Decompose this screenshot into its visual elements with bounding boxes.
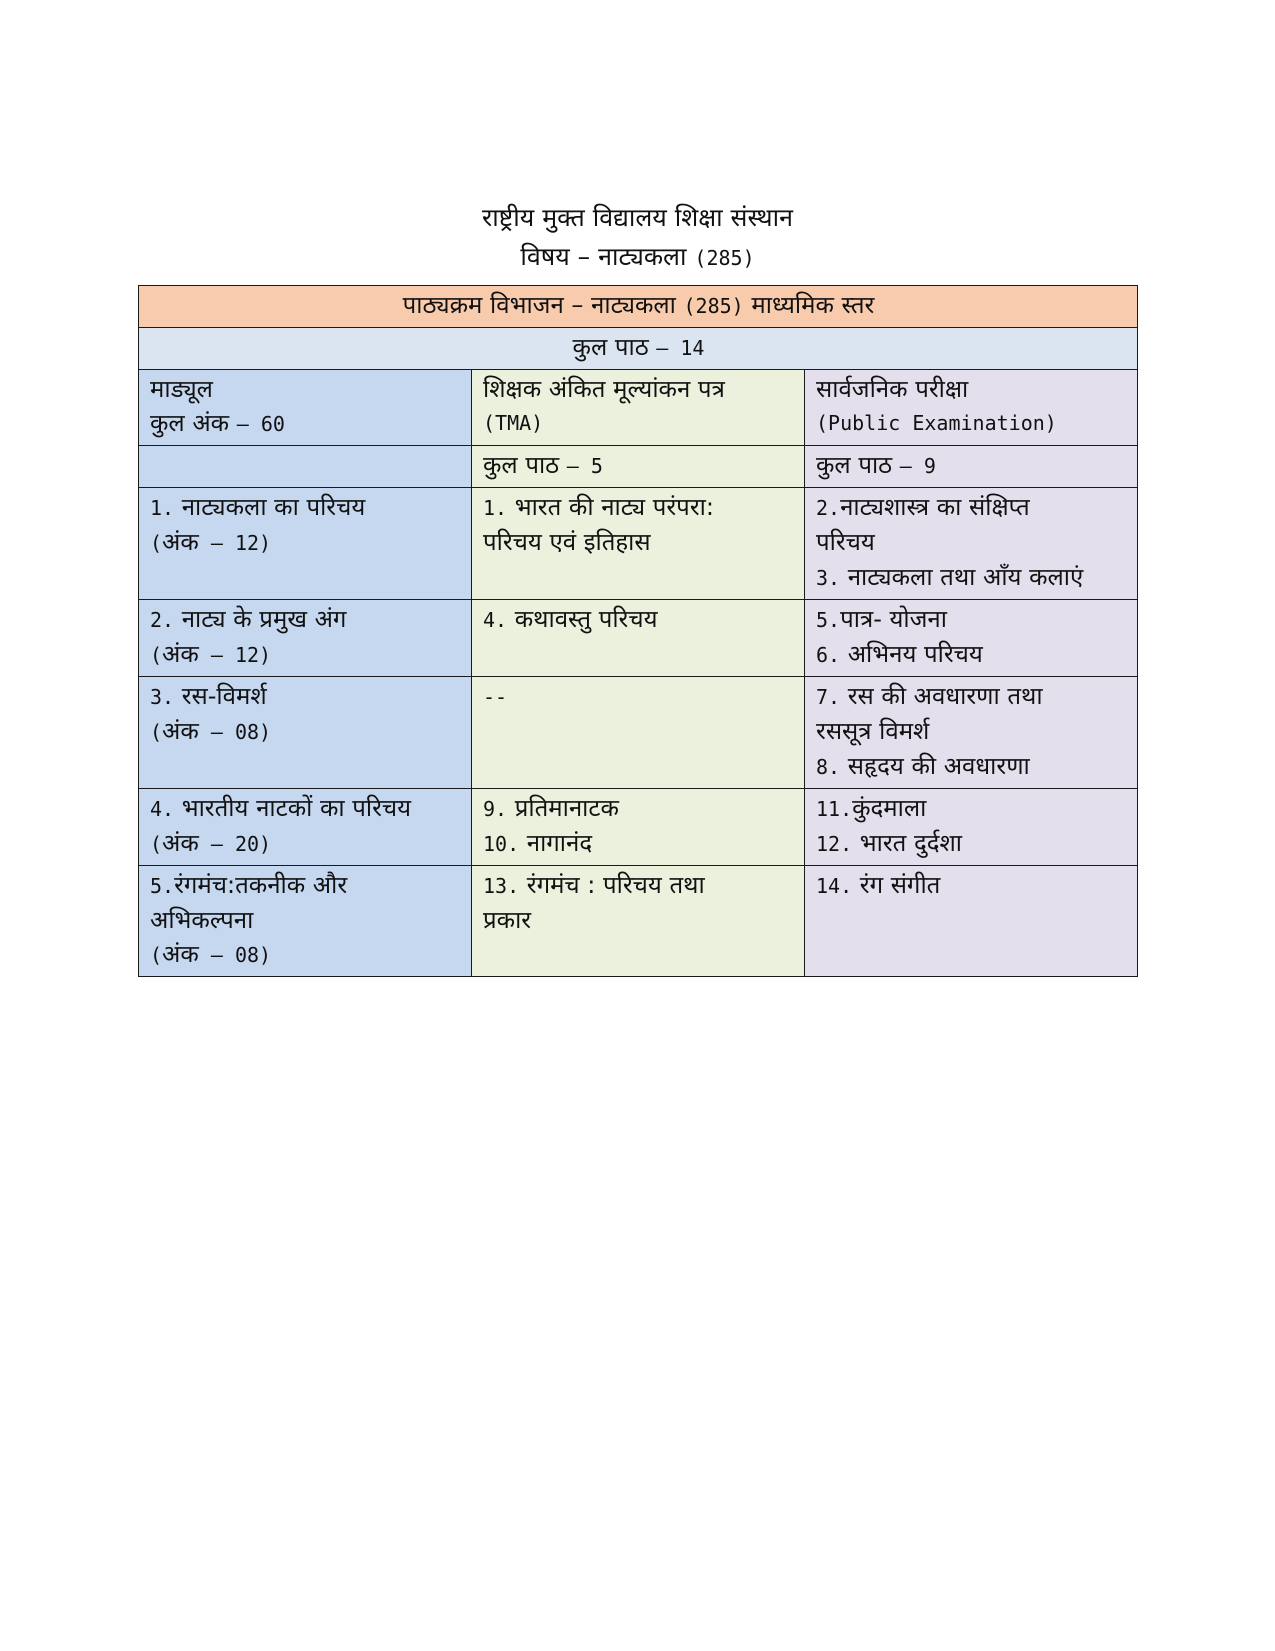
lesson-title: परिचय एवं इतिहास bbox=[483, 528, 651, 556]
public-cell bbox=[805, 866, 1138, 977]
page-subtitle bbox=[0, 239, 1275, 276]
module-name-line bbox=[150, 679, 461, 714]
module-row bbox=[139, 488, 1138, 600]
module-cell bbox=[139, 488, 472, 600]
module-marks-open: ( bbox=[150, 832, 163, 856]
module-number: 3. bbox=[150, 685, 175, 709]
module-marks-value: – 08) bbox=[198, 943, 272, 967]
tma-count-value: – 5 bbox=[566, 454, 603, 478]
lesson-line bbox=[816, 868, 1127, 903]
module-marks bbox=[150, 714, 461, 749]
public-cell bbox=[805, 677, 1138, 789]
lesson-number: 12. bbox=[816, 832, 853, 856]
module-number: 5. bbox=[150, 874, 175, 898]
module-marks-open: ( bbox=[150, 643, 163, 667]
lesson-line bbox=[483, 602, 794, 637]
module-row bbox=[139, 866, 1138, 977]
module-marks bbox=[150, 826, 461, 861]
lesson-number: 5. bbox=[816, 608, 841, 632]
lesson-line bbox=[483, 525, 794, 560]
module-name-line bbox=[150, 490, 461, 525]
lesson-number: 10. bbox=[483, 832, 520, 856]
lesson-number: 1. bbox=[483, 496, 508, 520]
lesson-line bbox=[816, 714, 1127, 749]
public-subtitle: (Public Examination) bbox=[816, 411, 1057, 435]
module-cell bbox=[139, 600, 472, 677]
tma-cell bbox=[472, 600, 805, 677]
module-name: रंगमंच:तकनीक और bbox=[174, 871, 348, 899]
lesson-number: 2. bbox=[816, 496, 841, 520]
module-marks-value: – 12) bbox=[198, 643, 272, 667]
tma-cell bbox=[472, 677, 805, 789]
lesson-line bbox=[483, 679, 794, 714]
lesson-title: नाट्यकला तथा आँय कलाएं bbox=[840, 563, 1084, 591]
lesson-title: रंगमंच : परिचय तथा bbox=[519, 871, 705, 899]
lesson-number: -- bbox=[483, 685, 508, 709]
module-marks-label: अंक bbox=[162, 829, 199, 857]
lesson-title: पात्र- योजना bbox=[840, 605, 947, 633]
public-cell bbox=[805, 600, 1138, 677]
module-name-cont: अभिकल्पना bbox=[150, 906, 254, 934]
module-rows bbox=[139, 488, 1138, 977]
lesson-line bbox=[816, 560, 1127, 595]
module-cell bbox=[139, 866, 472, 977]
banner-row bbox=[139, 286, 1138, 328]
banner-suffix: माध्यमिक स्तर bbox=[751, 291, 875, 319]
module-marks-open: ( bbox=[150, 531, 163, 555]
banner-prefix: पाठ्यक्रम विभाजन – नाट्यकला bbox=[402, 291, 676, 319]
tma-lesson-count bbox=[472, 446, 805, 488]
module-row bbox=[139, 677, 1138, 789]
banner-cell bbox=[139, 286, 1138, 328]
module-number: 2. bbox=[150, 608, 175, 632]
subject-label: विषय – नाट्यकला bbox=[520, 242, 687, 271]
module-marks-open: ( bbox=[150, 720, 163, 744]
lesson-line bbox=[483, 826, 794, 861]
module-name-line bbox=[150, 791, 461, 826]
lesson-title: रंग संगीत bbox=[852, 871, 941, 899]
module-title: माड्यूल bbox=[150, 375, 213, 403]
module-number: 4. bbox=[150, 797, 175, 821]
total-lessons-row bbox=[139, 328, 1138, 370]
public-cell bbox=[805, 789, 1138, 866]
total-lessons-cell bbox=[139, 328, 1138, 370]
lesson-title: सहृदय की अवधारणा bbox=[840, 752, 1030, 780]
tma-subtitle: (TMA) bbox=[483, 411, 544, 435]
tma-cell bbox=[472, 488, 805, 600]
lesson-title: परिचय bbox=[816, 528, 875, 556]
module-marks-label: अंक bbox=[162, 528, 199, 556]
module-marks-label: अंक bbox=[162, 640, 199, 668]
lesson-number: 4. bbox=[483, 608, 508, 632]
module-marks-label: अंक bbox=[162, 940, 199, 968]
module-marks bbox=[150, 937, 461, 972]
lesson-title: कुंदमाला bbox=[852, 794, 927, 822]
lesson-line bbox=[816, 749, 1127, 784]
lesson-line bbox=[483, 490, 794, 525]
lesson-title: रस की अवधारणा तथा bbox=[840, 682, 1043, 710]
public-lesson-count bbox=[805, 446, 1138, 488]
module-marks-label: अंक bbox=[162, 717, 199, 745]
lesson-title: भारत की नाट्य परंपरा: bbox=[507, 493, 714, 521]
module-marks-value: – 20) bbox=[198, 832, 272, 856]
module-number: 1. bbox=[150, 496, 175, 520]
tma-title: शिक्षक अंकित मूल्यांकन पत्र bbox=[483, 375, 725, 403]
tma-column-header bbox=[472, 370, 805, 446]
lesson-title: नागानंद bbox=[519, 829, 593, 857]
module-marks-value: – 08) bbox=[198, 720, 272, 744]
lesson-title: नाट्यशास्त्र का संक्षिप्त bbox=[840, 493, 1030, 521]
module-name: भारतीय नाटकों का परिचय bbox=[174, 794, 412, 822]
public-cell bbox=[805, 488, 1138, 600]
tma-cell bbox=[472, 866, 805, 977]
lesson-title: भारत दुर्दशा bbox=[852, 829, 962, 857]
module-name-line bbox=[150, 868, 461, 903]
lesson-line bbox=[816, 791, 1127, 826]
lesson-line bbox=[816, 637, 1127, 672]
lesson-title: अभिनय परिचय bbox=[840, 640, 983, 668]
module-total-marks bbox=[150, 406, 461, 441]
module-marks bbox=[150, 525, 461, 560]
lesson-number: 3. bbox=[816, 566, 841, 590]
lesson-line bbox=[816, 602, 1127, 637]
lesson-title: रससूत्र विमर्श bbox=[816, 717, 930, 745]
lesson-number: 7. bbox=[816, 685, 841, 709]
lesson-number: 13. bbox=[483, 874, 520, 898]
lesson-line bbox=[816, 826, 1127, 861]
module-marks-value: – 12) bbox=[198, 531, 272, 555]
lesson-line bbox=[816, 679, 1127, 714]
page-title: राष्ट्रीय मुक्त विद्यालय शिक्षा संस्थान bbox=[481, 203, 794, 232]
total-lessons-label: कुल पाठ bbox=[572, 333, 649, 361]
lesson-line bbox=[483, 868, 794, 903]
module-column-header bbox=[139, 370, 472, 446]
public-count-value: – 9 bbox=[899, 454, 936, 478]
lesson-number: 14. bbox=[816, 874, 853, 898]
public-column-header bbox=[805, 370, 1138, 446]
lesson-number: 9. bbox=[483, 797, 508, 821]
module-marks-label: कुल अंक bbox=[150, 409, 230, 437]
lesson-number: 11. bbox=[816, 797, 853, 821]
public-count-label: कुल पाठ bbox=[816, 451, 893, 479]
lesson-line bbox=[483, 791, 794, 826]
module-marks-value: – 60 bbox=[236, 412, 285, 436]
lesson-count-empty-cell bbox=[139, 446, 472, 488]
module-row bbox=[139, 600, 1138, 677]
column-header-row bbox=[139, 370, 1138, 446]
tma-cell bbox=[472, 789, 805, 866]
banner-code: (285) bbox=[683, 294, 744, 318]
lesson-title: कथावस्तु परिचय bbox=[507, 605, 658, 633]
lesson-line bbox=[483, 903, 794, 938]
module-name-line bbox=[150, 602, 461, 637]
module-row bbox=[139, 789, 1138, 866]
module-name: नाट्य के प्रमुख अंग bbox=[174, 605, 347, 633]
public-title: सार्वजनिक परीक्षा bbox=[816, 375, 969, 403]
module-marks-open: ( bbox=[150, 943, 163, 967]
module-name: नाट्यकला का परिचय bbox=[174, 493, 366, 521]
lesson-number: 8. bbox=[816, 755, 841, 779]
lesson-title: प्रकार bbox=[483, 906, 532, 934]
lesson-line bbox=[816, 490, 1127, 525]
module-cell bbox=[139, 789, 472, 866]
module-marks bbox=[150, 637, 461, 672]
module-cell bbox=[139, 677, 472, 789]
subject-code: (285) bbox=[694, 246, 755, 270]
lesson-number: 6. bbox=[816, 643, 841, 667]
module-name: रस-विमर्श bbox=[174, 682, 267, 710]
syllabus-table bbox=[138, 285, 1138, 977]
tma-count-label: कुल पाठ bbox=[483, 451, 560, 479]
lesson-count-row bbox=[139, 446, 1138, 488]
lesson-line bbox=[816, 525, 1127, 560]
lesson-title: प्रतिमानाटक bbox=[507, 794, 619, 822]
total-lessons-value: – 14 bbox=[656, 336, 705, 360]
